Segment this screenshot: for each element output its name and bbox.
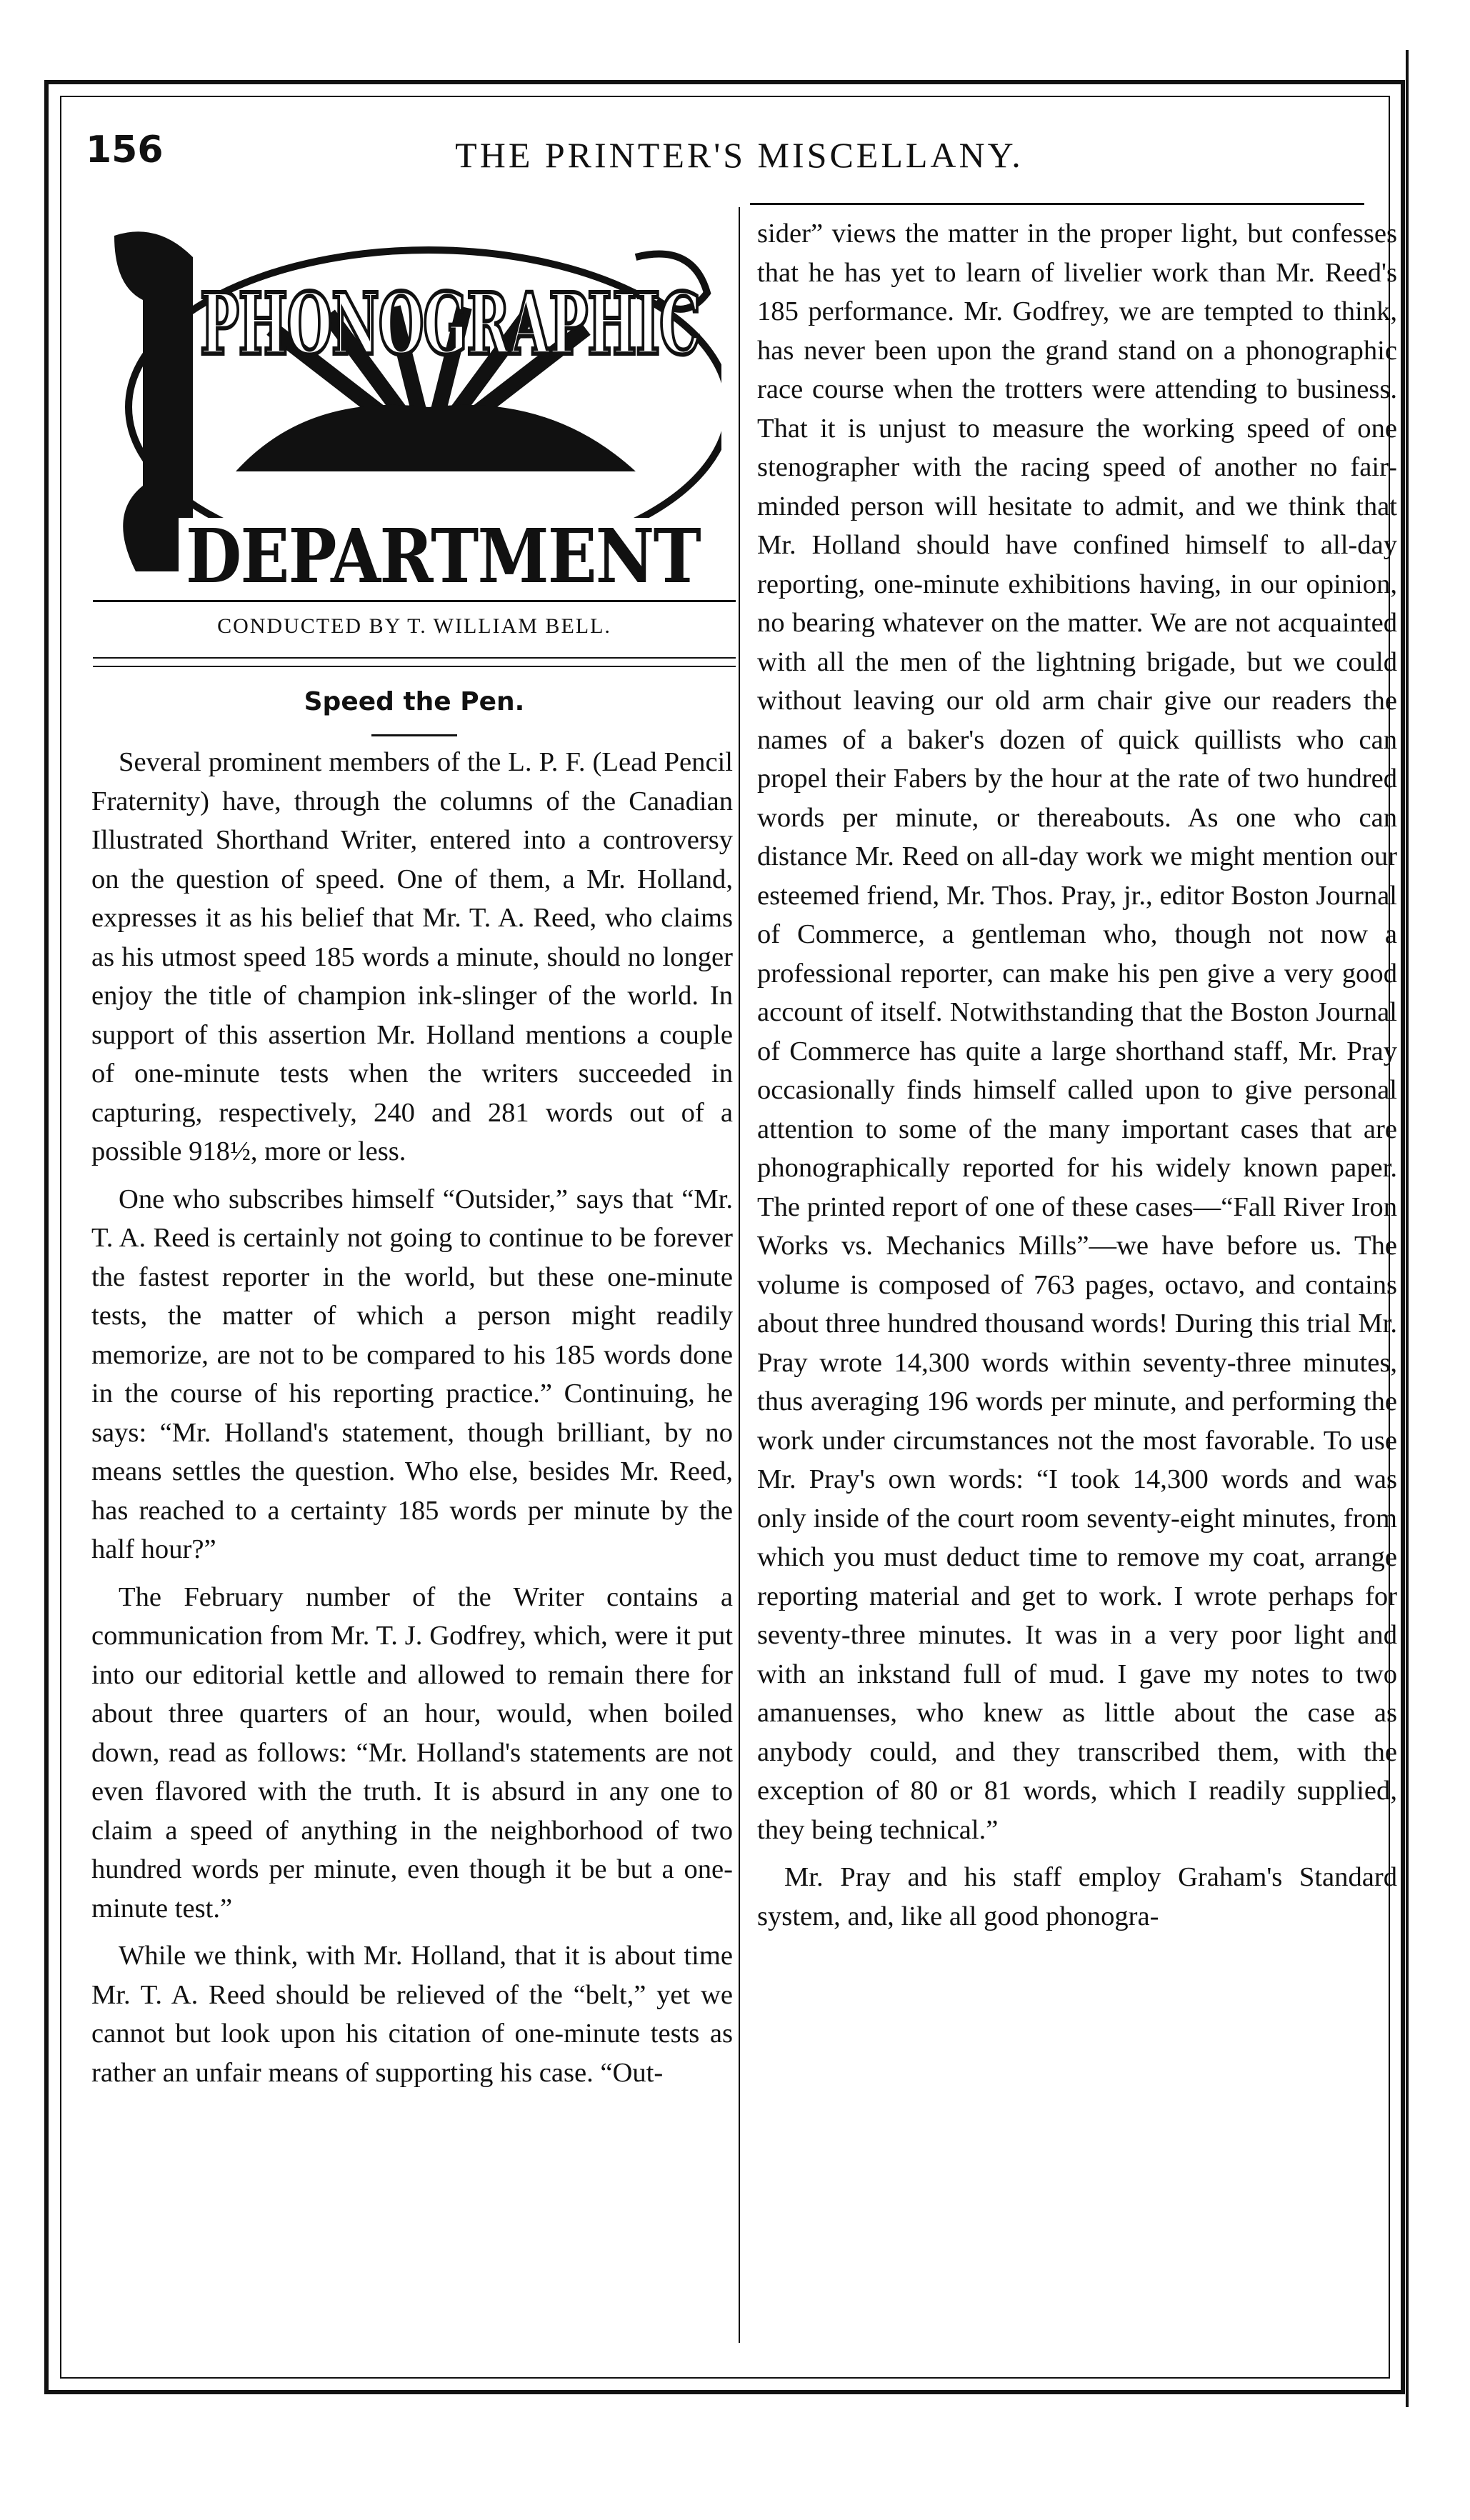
masthead-word-phonographic: PHONOGRAPHIC [200,274,700,374]
paragraph: Several prominent members of the L. P. F. (Lead Pencil Fraternity) have, through the columns of the Canadian Illustrated Shorthand Writer, entered into a controversy on the question of speed. One of them, a Mr. Holland, expresses it as his belief that Mr. T. A. Reed, who claims as his utmost speed 185 words a minute, should no longer enjoy the title of champion ink-slinger of the world. In support of this assertion Mr. Holland mentions a couple of one-minute tests when the writers succeeded in capturing, respectively, 240 and 281 words out of a possible 918½, more or less. [91,747,733,1166]
left-column-body [91,743,733,2092]
paragraph: Mr. Pray and his staff employ Graham's Standard system, and, like all good phonogra- [757,1862,1397,1931]
column-divider [739,207,740,2343]
bird-silhouette [236,405,636,471]
running-head: THE PRINTER'S MISCELLANY. [455,135,1024,175]
byline-rule-bottom-double [93,666,736,667]
byline-rule-top [93,600,736,602]
article-title: Speed the Pen. [304,687,525,716]
masthead-word-department: DEPARTMENT [186,512,701,600]
byline: CONDUCTED BY T. WILLIAM BELL. [217,614,611,638]
right-column-body [757,214,1397,1936]
header-rule [750,203,1364,205]
page-edge [1406,50,1409,2407]
paragraph: One who subscribes himself “Outsider,” says that “Mr. T. A. Reed is certainly not going to continue to be forever the fastest reporter in the world, but these one-minute tests, the matter of which a person might readily memorize, are not to be compared to his 185 words done in the course of his reporting practice.” Continuing, he says: “Mr. Holland's statement, though brilliant, by no means settles the question. Who else, besides Mr. Reed, has reached to a certainty 185 words per minute by the half hour?” [91,1184,733,1564]
paragraph: While we think, with Mr. Holland, that it is about time Mr. T. A. Reed should be relieved of the “belt,” yet we cannot but look upon his citation of one-minute tests as rather an unfair means of supporting his case. “Out- [91,1941,733,2088]
page-number: 156 [86,129,164,171]
phonographic-department-masthead [93,214,721,600]
title-rule [371,734,457,736]
byline-rule-bottom [93,657,736,659]
masthead-illustration [93,214,721,600]
paragraph: sider” views the matter in the proper light, but confesses that he has yet to learn of livelier work than Mr. Reed's 185 performance. Mr. Godfrey, we are tempted to think, has never been upon the grand stand on a phonographic race course when the trotters were attending to business. That it is unjust to measure the working speed of one stenographer with the racing speed of another no fair-minded person will hesitate to admit, and we think that Mr. Holland should have confined himself to all-day reporting, one-minute exhibitions having, in our opinion, no bearing whatever on the matter. We are not acquainted with all the men of the lightning brigade, but we could without leaving our old arm chair give our readers the names of a baker's dozen of quick quillists who can propel their Fabers by the hour at the rate of two hundred words per minute, or thereabouts. As one who can distance Mr. Reed on all-day work we might mention our esteemed friend, Mr. Thos. Pray, jr., editor Boston Journal of Commerce, a gentleman who, though not now a professional reporter, can make his pen give a very good account of itself. Notwithstanding that the Boston Journal of Commerce has quite a large shorthand staff, Mr. Pray occasionally finds himself called upon to give personal attention to some of the many important cases that are phonographically reported for his widely known paper. The printed report of one of these cases—“Fall River Iron Works vs. Mechanics Mills”—we have before us. The volume is composed of 763 pages, octavo, and contains about three hundred thousand words! During this trial Mr. Pray wrote 14,300 words within seventy-three minutes, thus averaging 196 words per minute, and performing the work under circumstances not the most favorable. To use Mr. Pray's own words: “I took 14,300 words and was only inside of the court room seventy-eight minutes, from which you must deduct time to remove my coat, arrange reporting material and get to work. I wrote perhaps for seventy-three minutes. It was in a very poor light and with an inkstand full of mud. I gave my notes to two amanuenses, who knew as little about the case as anybody could, and they transcribed them, with the exception of 80 or 81 words, which I readily supplied, they being technical.” [757,219,1397,1845]
paragraph: The February number of the Writer contains a communication from Mr. T. J. Godfrey, which, were it put into our editorial kettle and allowed to remain there for about three quarters of an hour, would, when boiled down, read as follows: “Mr. Holland's statements are not even flavored with the truth. It is absurd in any one to claim a speed of anything in the neighborhood of two hundred words per minute, even though it be but a one-minute test.” [91,1581,733,1924]
